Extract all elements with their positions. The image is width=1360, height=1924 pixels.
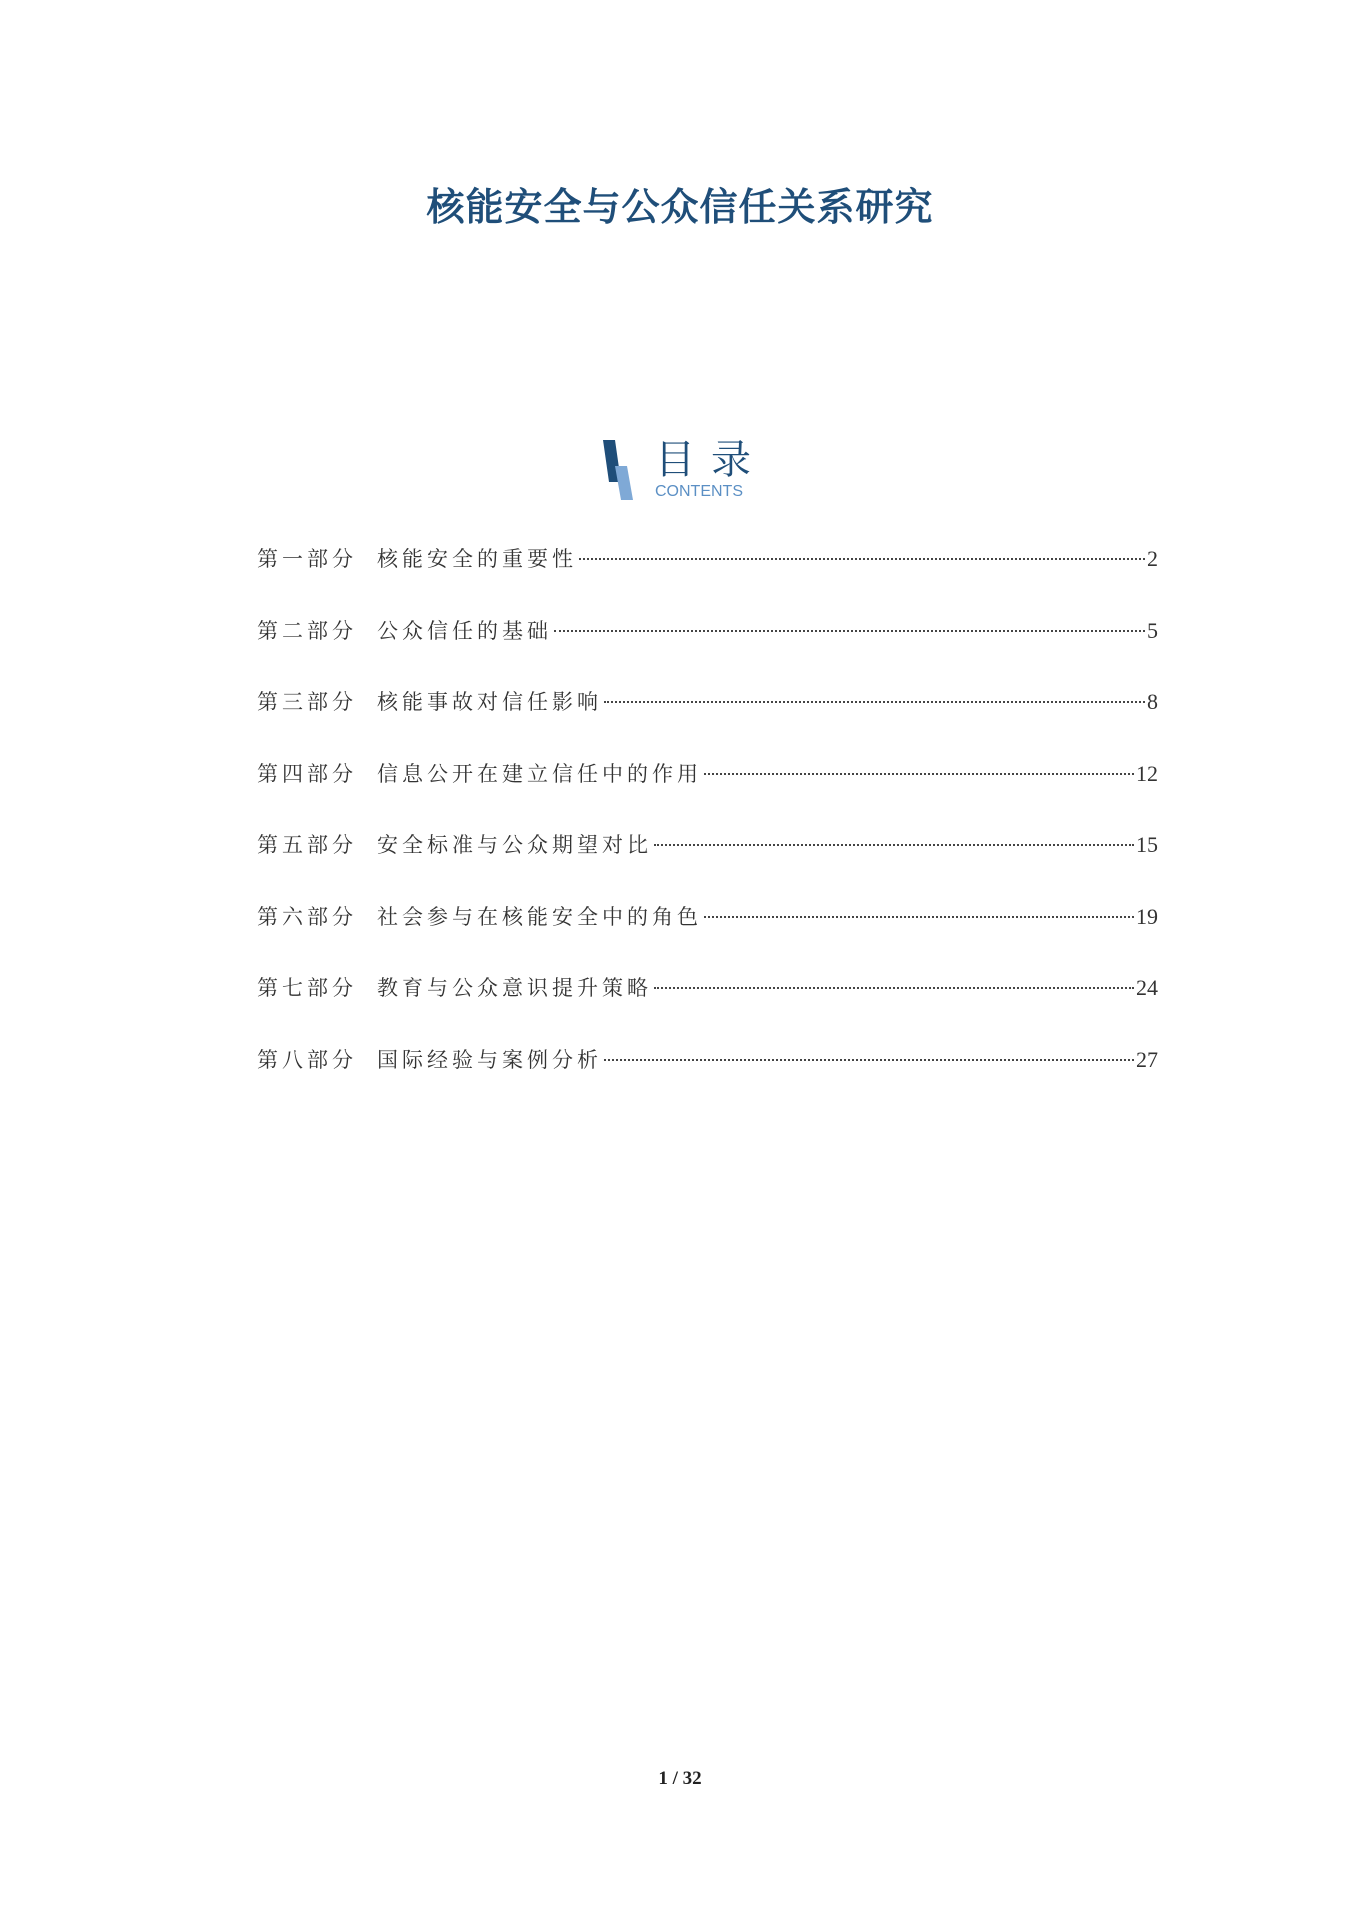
table-of-contents (257, 537, 1158, 1109)
toc-entry-part: 第五部分 (257, 833, 357, 857)
toc-entry-page[interactable]: 15 (1136, 832, 1158, 857)
page-number-indicator: 1 / 32 (658, 1768, 702, 1789)
toc-entry-part: 第八部分 (257, 1047, 357, 1072)
toc-dot-leader (654, 987, 1134, 989)
toc-entry-title[interactable]: 信息公开在建立信任中的作用 (377, 761, 702, 786)
toc-entry[interactable] (257, 895, 1158, 967)
toc-entry-part: 第一部分 (257, 547, 357, 571)
toc-entry-part: 第三部分 (257, 690, 357, 714)
toc-entry[interactable] (257, 752, 1158, 824)
toc-dot-leader (704, 773, 1134, 775)
toc-dot-leader (554, 630, 1145, 632)
toc-entry-title[interactable]: 核能安全的重要性 (377, 547, 577, 571)
toc-entry-part: 第四部分 (257, 761, 357, 786)
document-title: 核能安全与公众信任关系研究 (426, 185, 934, 229)
toc-entry[interactable] (257, 680, 1158, 752)
toc-dot-leader (604, 701, 1145, 703)
toc-dot-leader (579, 558, 1145, 560)
toc-entry-page[interactable]: 19 (1136, 903, 1158, 929)
toc-entry-title[interactable]: 社会参与在核能安全中的角色 (377, 904, 702, 929)
toc-entry-page[interactable]: 2 (1147, 546, 1158, 571)
toc-entry-page[interactable]: 12 (1136, 760, 1158, 786)
toc-dot-leader (604, 1059, 1134, 1061)
toc-subheading: CONTENTS (655, 483, 743, 500)
toc-entry[interactable] (257, 823, 1158, 895)
toc-entry-page[interactable]: 24 (1136, 975, 1158, 1000)
toc-entry-title[interactable]: 国际经验与案例分析 (377, 1047, 602, 1072)
toc-entry-part: 第七部分 (257, 976, 357, 1000)
toc-entry-page[interactable]: 27 (1136, 1046, 1158, 1072)
toc-entry-part: 第六部分 (257, 904, 357, 929)
toc-entry[interactable] (257, 537, 1158, 609)
toc-entry-part: 第二部分 (257, 618, 357, 643)
toc-entry-title[interactable]: 公众信任的基础 (377, 618, 552, 643)
toc-heading: 目录 (655, 437, 767, 483)
toc-entry-title[interactable]: 教育与公众意识提升策略 (377, 976, 652, 1000)
toc-dot-leader (704, 916, 1134, 918)
toc-dot-leader (654, 844, 1134, 846)
toc-entry[interactable] (257, 609, 1158, 681)
toc-entry[interactable] (257, 966, 1158, 1038)
toc-entry-title[interactable]: 核能事故对信任影响 (377, 690, 602, 714)
toc-entry[interactable] (257, 1038, 1158, 1110)
toc-entry-title[interactable]: 安全标准与公众期望对比 (377, 833, 652, 857)
toc-entry-page[interactable]: 5 (1147, 617, 1158, 643)
toc-header (603, 438, 773, 502)
contents-logo-icon (603, 440, 633, 500)
toc-entry-page[interactable]: 8 (1147, 689, 1158, 714)
